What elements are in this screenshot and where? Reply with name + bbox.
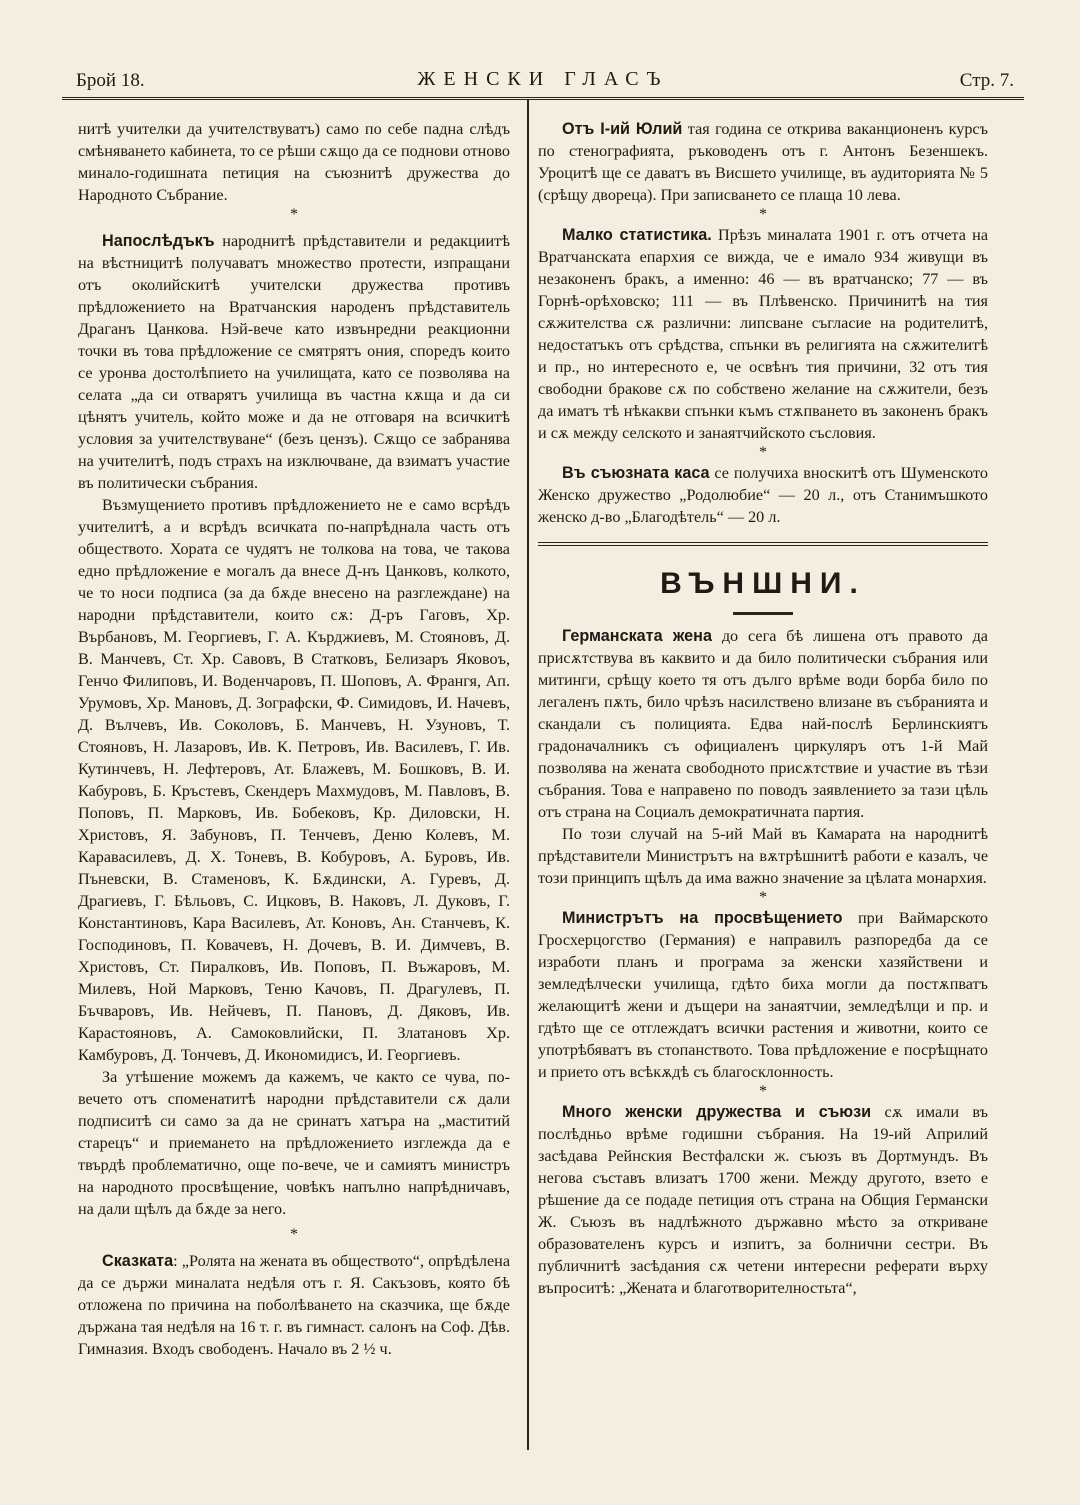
separator-star: * [290, 1226, 298, 1243]
paragraph-union-fund: Въ съюзната каса се получиха вноскитѣ отъ Шуменското Женско дружество „Родолюбие“ — 20 л., отъ Станимъшкото женско д-во „Благодѣтель“ — 20 л. [538, 464, 988, 526]
left-column [78, 118, 510, 1360]
lead-text: Германската жена [562, 627, 712, 645]
lead-text: Много женски дружества и съюзи [562, 1103, 872, 1121]
section-title-foreign: ВЪНШНИ. [660, 567, 866, 600]
separator-star: * [759, 444, 767, 461]
paragraph-societies: Много женски дружества и съюзи сѫ имали въ послѣдньо врѣме годишни събрания. На 19-ий Априлий засѣдава Рейнския Вестфалски ж. съюзъ въ Дортмундъ. Въ негова съставъ влизатъ 1700 жени. Между другото, взето е рѣшение да се подаде петиция отъ страна на Общия Германски Ж. Съюзъ въ надлѣжното държавно мѣсто за откриване образователенъ курсъ и изпитъ, за болнични сестри. Въ публичнитѣ засѣдания сѫ четени интересни реферати върху въпроситѣ: „Жената и благотворителностьта“, [538, 1103, 989, 1297]
lead-text: Напослѣдъкъ [102, 232, 215, 250]
paragraph-outrage: Възмущението противъ прѣдложението не е само всрѣдъ учителитѣ, а и всрѣдъ всичката по-напрѣднала часть отъ обществото. Хората се чудятъ не толкова на това, че такова едно прѣдложение е могалъ да внесе Д-нъ Цанковъ, колкото, че то носи подписа (за да бѫде внесено на разглеждане) на народни прѣдставители, които сѫ: Д-ръ Гаговъ, Хр. Върбановъ, М. Георгиевъ, Г. А. Кърджиевъ, М. Стояновъ, Д. В. Манчевъ, Ст. Хр. Савовъ, В Статковъ, Белизаръ Яковоъ, Генчо Филиповъ, И. Воденчаровъ, П. Шоповъ, А. Франгя, Ап. Урумовъ, Хр. Мановъ, Д. Зографски, Ф. Симидовъ, И. Начевъ, Д. Вълчевъ, Ив. Соколовъ, Б. Манчевъ, Н. Узуновъ, Т. Стояновъ, Н. Лазаровъ, Ив. К. Петровъ, Ив. Василевъ, Г. Ив. Кутинчевъ, Н. Лефтеровъ, Ат. Блажевъ, М. Бошковъ, В. И. Кабуровъ, Б. Кръстевъ, Скендеръ Махмудовъ, М. Павловъ, В. Поповъ, П. Марковъ, Ив. Бобековъ, Кр. Диловски, Н. Христовъ, Я. Забуновъ, П. Тенчевъ, Деню Колевъ, М. Каравасилевъ, Д. Х. Тоневъ, В. Кобуровъ, А. Буровъ, Ив. Пъневски, В. Стаменовъ, К. Бѫдински, А. Гуревъ, Д. Драгиевъ, Г. Бѣльовъ, С. Ицковъ, В. Наковъ, Л. Дуковъ, Г. Константиновъ, Кара Василевъ, Ат. Коновъ, Ан. Станчевъ, К. Господиновъ, П. Ковачевъ, Н. Дочевъ, В. И. Димчевъ, В. Христовъ, Ст. Пиралковъ, Ив. Поповъ, П. Въжаровъ, М. Милевъ, Ной Марковъ, Теню Качовъ, П. Драгулевъ, П. Бъчваровъ, Ив. Нейчевъ, П. Пановъ, Д. Дяковъ, Ив. Карастояновъ, А. Самоковлийски, П. Златановъ Хр. Камбуровъ, Д. Тончевъ, Д. Икономидисъ, И. Георгиевъ. [78, 496, 510, 1064]
lead-text: Малко статистика. [562, 226, 712, 244]
paragraph-course: Отъ I-ий Юлий тая година се открива ваканционенъ курсъ по стенографията, ръководенъ отъ г. Антонъ Безеншекъ. Уроцитѣ ще се даватъ въ Висшето училище, въ аудиторията № 5 (срѣщу двореца). При записването се плаща 10 лева. [538, 120, 988, 204]
paragraph-protests: Напослѣдъкъ народнитѣ прѣдставители и редакциитѣ на вѣстницитѣ получаватъ множество протести, изпращани отъ околийскитѣ учителски дружества противъ прѣдложението на Вратчанския народенъ прѣдставитель Драганъ Цанкова. Нэй-вече като извънредни реакционни точки въ това прѣдложение се смятрятъ ония, споредъ които се уронва достолѣпието на училищата, като се позволява на селата „да си отварятъ училища въ частна кѫща и да си цѣнятъ учитель, който може и да не отговаря на всичкитѣ условия за учителствуване“ (безъ цензъ). Сѫщо се забранява на учителитѣ, подъ страхъ на изключване, да взиматъ участие въ политически събрания. [78, 232, 510, 492]
paragraph-minister: Министрътъ на просвѣщението при Ваймарското Гросхерцогство (Германия) е направилъ разпоредба да се изработи планъ и програма за женски хазяйствени и земледѣлчески училища, гдѣто биха могли да постѫпватъ желающитѣ жени и дъщери на занаятчии, земледѣлци и пр. и гдѣто ще се отглеждатъ всички растения и животни, които се употрѣбяватъ въ стопанството. Това прѣдложение е посрѣщнато и прието отъ всѣкѫдѣ съ благосклонность. [538, 909, 988, 1081]
lead-text: Сказката [102, 1252, 174, 1270]
paragraph-german-woman: Германската жена до сега бѣ лишена отъ правото да присѫтствува въ каквито и да било политически събрания или митинги, срѣщу което тя отъ дълго врѣме води борба било по легаленъ пѫть, било чрѣзъ насилствено влизане въ събранията и скандали съ полицията. Едва най-послѣ Берлинскиятъ градоначалникъ съ официаленъ циркуляръ отъ 1-й Май позволява на жената свободното присѫтствие и участие въ тѣзи събрания. Това е направено по поводъ заявлението за тази цѣль отъ страна на Социалъ демократичната партия. [538, 627, 988, 821]
separator-star: * [290, 206, 298, 223]
paragraph-lecture: Сказката: „Ролята на жената въ обществото“, опрѣдѣлена да се държи миналата недѣля отъ г. Я. Сакъзовъ, която бѣ отложена по причина на поболѣването на сказчика, ще бѫде държана тая недѣля на 16 т. г. въ гимнаст. салонъ на Соф. Дѣв. Гимназия. Входъ свободенъ. Начало въ 2 ½ ч. [78, 1252, 510, 1358]
title-dash [733, 612, 793, 615]
paragraph-statistics: Малко статистика. Прѣзъ миналата 1901 г. отъ отчета на Вратчанската епархия се вижда, че е имало 934 живущи въ незаконенъ бракъ, а именно: 46 — въ вратчанско; 77 — въ Горнѣ-орѣховско; 111 — въ Плѣвенско. Причинитѣ на тия сѫжителства сѫ различни: липсване съгласие на родителитѣ, недостатъкъ отъ срѣдства, спънки въ религията на сѫжителитѣ и пр., но интересното е, че освѣнъ тия причини, 32 отъ тия свободни бракове сѫ по собствено желание на сѫжители, безъ да иматъ тѣ нѣкакви спънки къмъ стѫпването въ законенъ бракъ и сѫ между селското и занаятчийското съсловия. [538, 226, 988, 442]
header-rule [62, 97, 1024, 100]
paragraph-consolation: За утѣшение можемъ да кажемъ, че както се чува, по-вечето отъ споменатитѣ народни прѣдставители сѫ дали подписитѣ си само за да не сринатъ хатъра на „маститий старецъ“ и приемането на прѣдложението изглежда да е твърдѣ проблематично, още по-вече, че и самиятъ министръ на народното просвѣщение, човѣкъ напълно напрѣдничавъ, на дали щѣлъ да бѫде за него. [78, 1068, 510, 1218]
paragraph-chamber: По този случай на 5-ий Май въ Камарата на народнитѣ прѣдставители Министрътъ на вѫтрѣшнитѣ работи е казалъ, че този принципъ щѣлъ да има важно значение за цѣлата монархия. [538, 825, 988, 887]
newspaper-title: ЖЕНСКИ ГЛАСЪ [417, 68, 669, 90]
separator-star: * [759, 1083, 767, 1100]
issue-number: Брой 18. [76, 70, 145, 91]
separator-star: * [759, 206, 767, 223]
lead-text: Министрътъ на просвѣщението [562, 909, 843, 927]
separator-star: * [759, 889, 767, 906]
column-divider [527, 100, 529, 1450]
page-header [62, 64, 1024, 98]
section-rule [538, 542, 988, 546]
right-column [538, 118, 988, 1299]
page-number: Стр. 7. [959, 70, 1014, 91]
paragraph-petition: нитѣ учителки да учителствуватъ) само по себе падна слѣдъ смѣняването кабинета, то се рѣши сѫщо да се поднови отново минало-годишната петиция на съюзнитѣ дружества до Народното Събрание. [78, 120, 510, 204]
lead-text: Въ съюзната каса [562, 464, 710, 482]
lead-text: Отъ I-ий Юлий [562, 120, 683, 138]
